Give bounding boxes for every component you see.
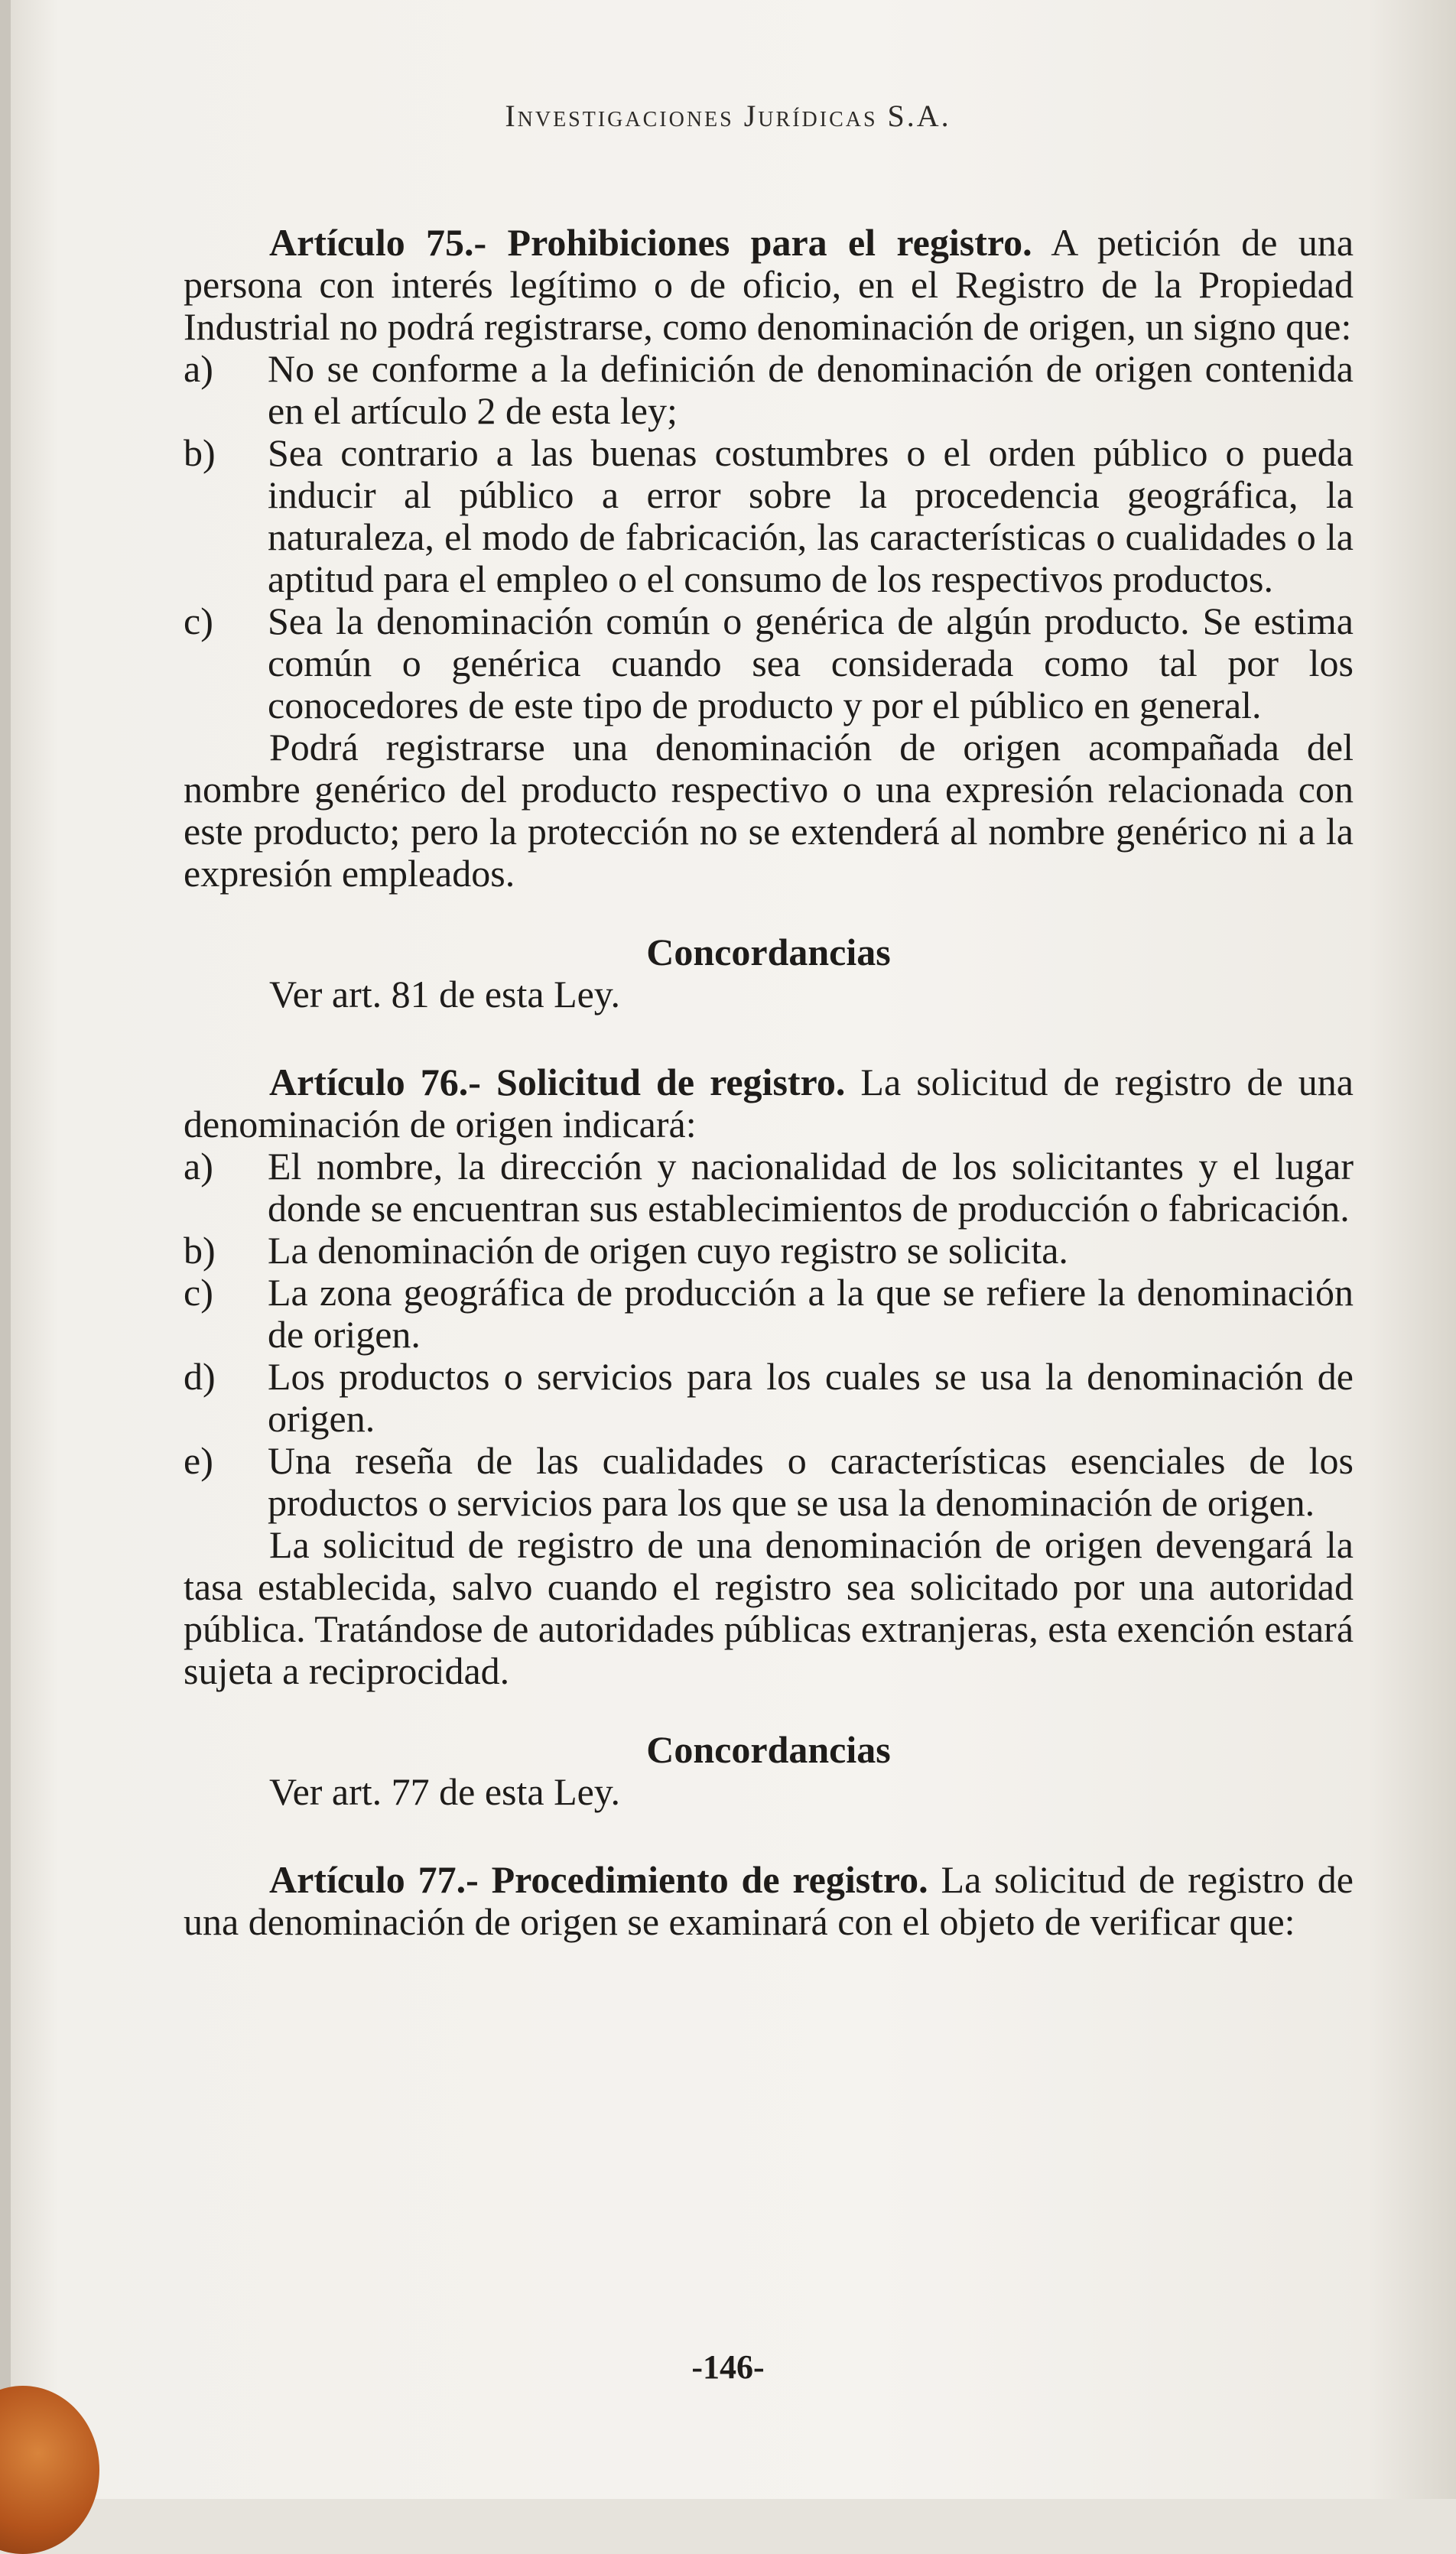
list-item-label: b) <box>184 431 216 474</box>
page-number: -146- <box>691 2348 765 2386</box>
list-item-label: c) <box>184 600 213 642</box>
article-77-intro: La solicitud de registro de una denominación de origen se examinará con el objeto de verificar que: <box>184 1858 1354 1943</box>
article-75-intro-paragraph <box>184 222 1354 348</box>
list-item-label: d) <box>184 1355 216 1398</box>
page-binding-edge <box>0 0 11 2499</box>
article-75-closing: Podrá registrarse una denominación de origen acompañada del nombre genérico del producto respectivo o una expresión relacionada con este producto; pero la protección no se extenderá al nombre genérico ni a la expresión empleados. <box>184 726 1354 895</box>
article-75-intro: A petición de una persona con interés legítimo o de oficio, en el Registro de la Propiedad Industrial no podrá registrarse, como denominación de origen, un signo que: <box>184 221 1354 348</box>
list-item <box>184 600 1354 726</box>
list-item-text: Sea la denominación común o genérica de algún producto. Se estima común o genérica cuando sea considerada como tal por los conocedores de este tipo de producto y por el público en general. <box>268 600 1354 726</box>
page-body <box>184 222 1354 1943</box>
list-item-text: El nombre, la dirección y nacionalidad de los solicitantes y el lugar donde se encuentran sus establecimientos de producción o fabricación. <box>268 1145 1354 1230</box>
article-76-intro-paragraph <box>184 1061 1354 1145</box>
list-item-text: Una reseña de las cualidades o características esenciales de los productos o servicios para los que se usa la denominación de origen. <box>268 1439 1354 1524</box>
article-75 <box>184 222 1354 1015</box>
list-item <box>184 1440 1354 1524</box>
list-item <box>184 348 1354 432</box>
concordancias-heading: Concordancias <box>646 1728 891 1771</box>
article-77-title: Artículo 77.- Procedimiento de registro. <box>269 1858 928 1901</box>
list-item-text: No se conforme a la definición de denominación de origen contenida en el artículo 2 de esta ley; <box>268 347 1354 432</box>
list-item-label: a) <box>184 1145 213 1188</box>
running-header: Investigaciones Jurídicas S.A. <box>505 99 951 133</box>
list-item <box>184 1272 1354 1356</box>
list-item <box>184 1145 1354 1230</box>
article-76-intro: La solicitud de registro de una denominación de origen indicará: <box>184 1061 1354 1145</box>
article-76 <box>184 1061 1354 1813</box>
list-item-label: e) <box>184 1439 213 1482</box>
article-76-title: Artículo 76.- Solicitud de registro. <box>269 1061 846 1103</box>
list-item <box>184 1230 1354 1272</box>
article-75-title: Artículo 75.- Prohibiciones para el registro. <box>269 221 1032 264</box>
list-item-label: a) <box>184 347 213 390</box>
article-77-intro-paragraph <box>184 1859 1354 1943</box>
list-item <box>184 1356 1354 1440</box>
list-item <box>184 432 1354 600</box>
list-item-label: b) <box>184 1229 216 1272</box>
finger-at-corner <box>0 2386 99 2554</box>
concordancias-text: Ver art. 77 de esta Ley. <box>269 1770 621 1813</box>
list-item-text: La zona geográfica de producción a la que se refiere la denominación de origen. <box>268 1271 1354 1356</box>
list-item-text: Los productos o servicios para los cuales se usa la denominación de origen. <box>268 1355 1354 1440</box>
article-77 <box>184 1859 1354 1943</box>
list-item-text: Sea contrario a las buenas costumbres o el orden público o pueda inducir al público a error sobre la procedencia geográfica, la naturaleza, el modo de fabricación, las características o cualidades o la aptitud para el empleo o el consumo de los respectivos productos. <box>268 431 1354 600</box>
list-item-text: La denominación de origen cuyo registro se solicita. <box>268 1229 1068 1272</box>
concordancias-heading: Concordancias <box>646 931 891 973</box>
list-item-label: c) <box>184 1271 213 1314</box>
concordancias-text: Ver art. 81 de esta Ley. <box>269 973 621 1015</box>
article-76-closing: La solicitud de registro de una denominación de origen devengará la tasa establecida, salvo cuando el registro sea solicitado por una autoridad pública. Tratándose de autoridades públicas extranjeras, esta exención estará sujeta a reciprocidad. <box>184 1523 1354 1692</box>
